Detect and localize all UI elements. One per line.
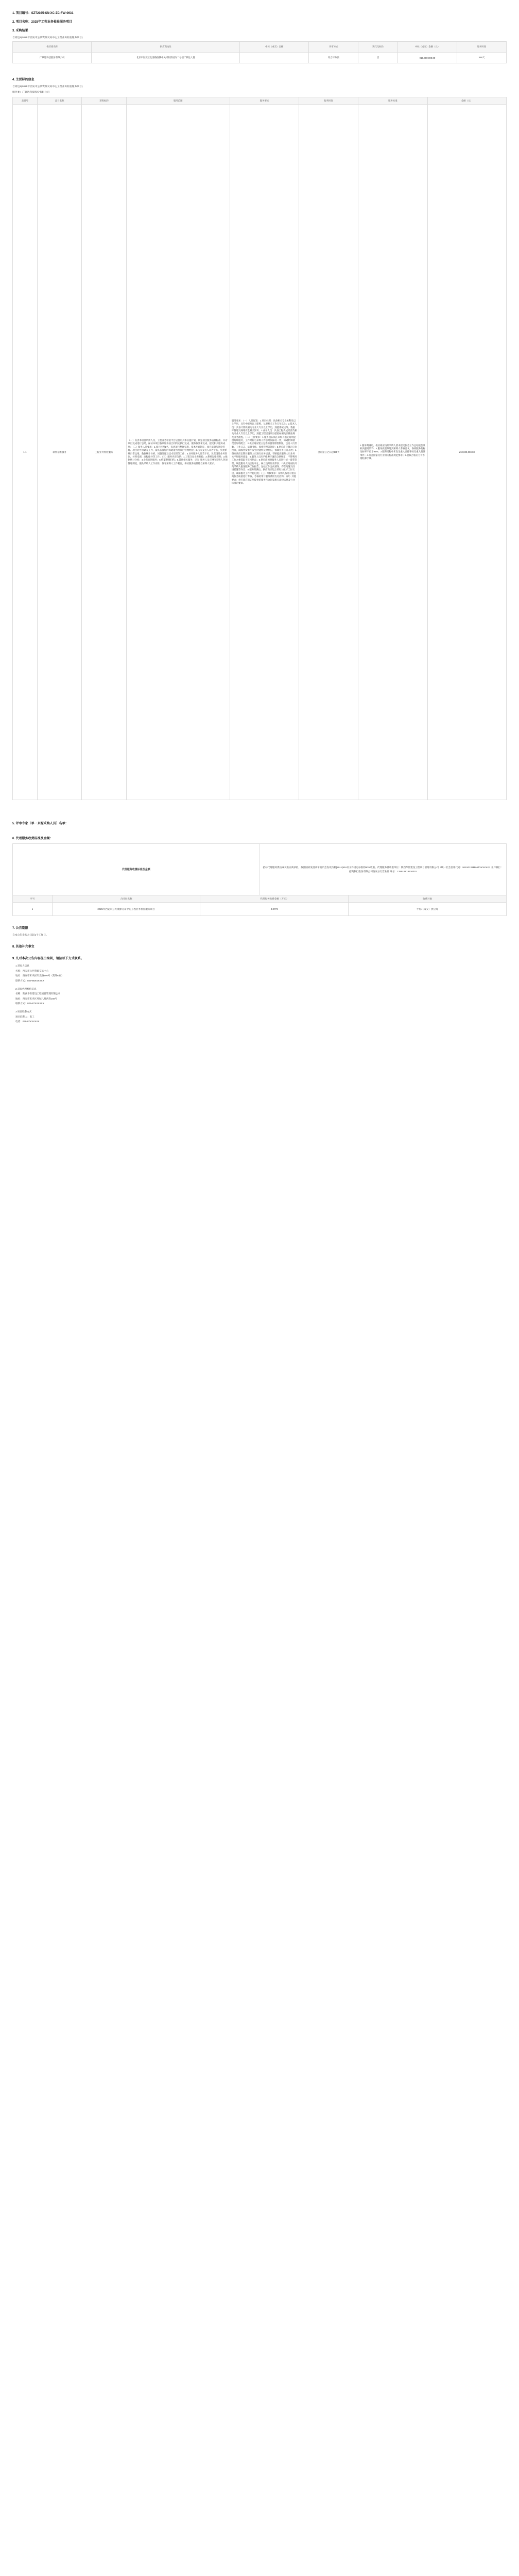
- announcement: [12, 10, 507, 1024]
- contact-info: [12, 963, 507, 1024]
- fee-header: 合同包名称: [52, 895, 200, 903]
- items-header: 品目号: [13, 97, 38, 105]
- service-time: 365天: [457, 53, 507, 63]
- section-7-title: 7. 公告期限: [12, 927, 28, 930]
- winners-header: 评审方式: [309, 42, 358, 53]
- winners-header: 中标（成交）金额: [240, 42, 309, 53]
- section-3-subtitle: 合同包1(2025年西安市公共资源交易中心工程业务检验服务项目): [12, 37, 83, 39]
- table-row: [13, 105, 507, 800]
- contract-amount: ¥10,000,000.00: [397, 53, 457, 63]
- fee-label: 代理服务收费标准及金额: [13, 844, 260, 895]
- fee-notice: 招标代理服务费由成交供应商承担，按照国家发展改革委员会发改价格[2011]534号文件规定标准的80%收取。代理服务费收取单位：陕西华世建设工程项目管理有限公司（统一社会信用代码：91610131MA6TXXXXXX）开户银行：招商银行股份有限公司西安分行营业部 账号：129918818510001: [260, 844, 507, 895]
- item-time: 合同签订之日起365天: [299, 105, 358, 800]
- evaluation-method: 综合评分法: [309, 53, 358, 63]
- agent-phone: 联系方式：029-87XXXXXX: [15, 1002, 44, 1005]
- buyer-name: 名称：西安市公共资源交易中心: [15, 969, 49, 972]
- fee-table: [12, 843, 507, 916]
- buyer-title: 1.采购人信息: [15, 964, 29, 967]
- winners-header: 服务时间: [457, 42, 507, 53]
- winners-header: 供应商地址: [92, 42, 240, 53]
- fee-header: 序号: [13, 895, 53, 903]
- fee-index: 1: [13, 903, 53, 916]
- items-header: 服务标准: [358, 97, 427, 105]
- fee-header: 收费对象: [349, 895, 507, 903]
- section-4-sub2: 服务类：广联达科技股份有限公司: [12, 91, 49, 94]
- project-contact-phone: 电话：029-87XXXXXX: [15, 1020, 40, 1023]
- bid-amount: [240, 53, 309, 63]
- project-contact-person: 项目联系人：张工: [15, 1015, 34, 1018]
- winners-header: 供应商名称: [13, 42, 92, 53]
- section-4-sub1: 合同包1(2025年西安市公共资源交易中心工程业务检验服务项目): [12, 86, 83, 88]
- winners-table: [12, 41, 507, 63]
- section-6-title: 6. 代理服务收费标准及金额：: [12, 837, 53, 840]
- winners-header: 现代化标价: [358, 42, 398, 53]
- supplier-name: 广联达科技股份有限公司: [13, 53, 92, 63]
- project-number: 1. 项目编号：SZT2025-SN-XC-ZC-FW-0631: [12, 12, 74, 15]
- item-scope: （一）负责本项目所需人员，工程业务检验平台运营的具体实施计划，制定项目服务质量标准，并对项目完成进行总结，保证本项目各项服务按合同约定执行完成，服务按要求完成，提交相关服务成果；（二）服务人员要求：1.项目经理1名，负责项目整体实施、技术方案制定、项目质量与进度管理、项目对外协调等工作，需具备良好的沟通能力及项目管理经验；2.技术支持人员若干名，负责系统日常运维、数据统计分析、问题处理及技术培训等工作；3.业务服务人员若干名，负责现场业务咨询、材料受理、流程指导等工作；（三）服务内容包括：1.工程交易业务检验；2.系统运维保障；3.数据统计分析；4.业务咨询服务；5.档案整理归档；6.其他相关服务；（四）服务人员应遵守采购人各项管理制度，服从采购人工作安排，保守采购人工作秘密，保证服务质量符合采购人要求。: [126, 105, 230, 800]
- items-header: 品目名称: [37, 97, 81, 105]
- fee-amount: 0.0772: [200, 903, 349, 916]
- items-header: 金额（元）: [427, 97, 507, 105]
- fee-package: 2025年西安市公共资源交易中心工程业务检验服务项目: [52, 903, 200, 916]
- section-4-title: 4. 主要标的信息: [12, 78, 34, 81]
- section-9-title: 9. 凡对本次公告内容提出询问，请按以下方式联系。: [12, 957, 84, 960]
- agent-name: 名称：陕西华世建设工程项目管理有限公司: [15, 992, 61, 995]
- item-target: 工程业务检验服务: [82, 105, 126, 800]
- items-header: 服务时间: [299, 97, 358, 105]
- table-row: [13, 903, 507, 916]
- items-header: 服务范围: [126, 97, 230, 105]
- items-header: 服务要求: [230, 97, 299, 105]
- item-category: 软件运维服务: [37, 105, 81, 800]
- fee-header: 代理服务收费金额（万元）: [200, 895, 349, 903]
- item-standard: 1.服务期满后，供应商应按照采购人要求提交服务工作总结报告及相关服务资料；2.服务质量须达到采购人考核要求，各项服务指标达标率不低于95%；3.服务过程中未发生重大责任事故及重大投诉事件；4.符合国家及行业相关标准规范要求；5.验收合格后方可办理结算手续。: [358, 105, 427, 800]
- section-8-title: 8. 其他补充事宜: [12, 945, 34, 948]
- item-amount: ¥10,000,000.00: [427, 105, 507, 800]
- item-requirement: 服务要求：（一）人员配置：1.项目经理：具备相关专业本科及以上学历，具有中级及以上职称，从事相关工作五年以上；2.技术人员：具备计算机相关专业大专及以上学历，熟悉系统运维、数据库管理及网络安全相关知识；3.业务人员：具备工程类或经济类相关专业大专及以上学历，熟悉工程建设项目招投标相关法律法规及业务流程。（二）工作要求：1.服务团队须在采购人指定场所提供现场服务，工作时间与采购人作息时间保持一致，如遇特殊情况需加班配合；2.供应商应建立完善的服务管理制度，包括人员考勤、工作日志、质量考核、保密管理等制度；3.供应商应制定应急预案，确保突发事件发生时能够及时响应，保障业务正常开展；4.供应商应定期对服务人员进行业务培训，不断提高服务人员业务水平和服务质量；5.服务人员应严格遵守廉洁自律规定，不得利用工作之便谋取不正当利益；6.供应商须对服务人员进行统一着装管理，规范服务人员言行举止，树立良好服务形象；7.供应商应按月向采购人报送服务工作报告，包括工作完成情况、存在问题及改进措施等内容；8.服务期满后，供应商应配合采购人做好工作交接，确保服务工作平稳过渡；（三）考核要求：采购人按月对供应商服务质量进行考核，考核结果与服务费用支付挂钩；（四）其他要求：供应商应保证所提供的服务符合国家相关法律法规及行业标准的要求。: [230, 105, 299, 800]
- winners-header: 中标（成交）金额（元）: [397, 42, 457, 53]
- items-table: [12, 97, 507, 800]
- supplier-address: 北京市海淀区北清路西侧中关村软件园内二号楼广联达大厦: [92, 53, 240, 63]
- modern-pricing: 否: [358, 53, 398, 63]
- table-row: [13, 53, 507, 63]
- section-5-title: 5. 评审专家（单一来源采购人员）名单：: [12, 822, 68, 825]
- agent-title: 2.采购代理机构信息: [15, 987, 37, 990]
- item-number: 1-1: [13, 105, 38, 800]
- items-header: 采购标的: [82, 97, 126, 105]
- agent-address: 地址：西安市未央区凤城八路西段158号: [15, 997, 58, 1000]
- section-7-body: 自本公告发布之日起1个工作日。: [12, 934, 48, 937]
- section-3-title: 3. 采购结果: [12, 29, 28, 32]
- project-contact-title: 3.项目联系方式: [15, 1010, 32, 1013]
- buyer-phone: 联系方式：029-86XXXXXX: [15, 979, 44, 982]
- project-name: 2. 项目名称：2025年工程业务检验服务项目: [12, 21, 73, 24]
- buyer-address: 地址：西安市未央区明光路166号（凯瑞E座）: [15, 974, 64, 977]
- fee-payer: 中标（成交）供应商: [349, 903, 507, 916]
